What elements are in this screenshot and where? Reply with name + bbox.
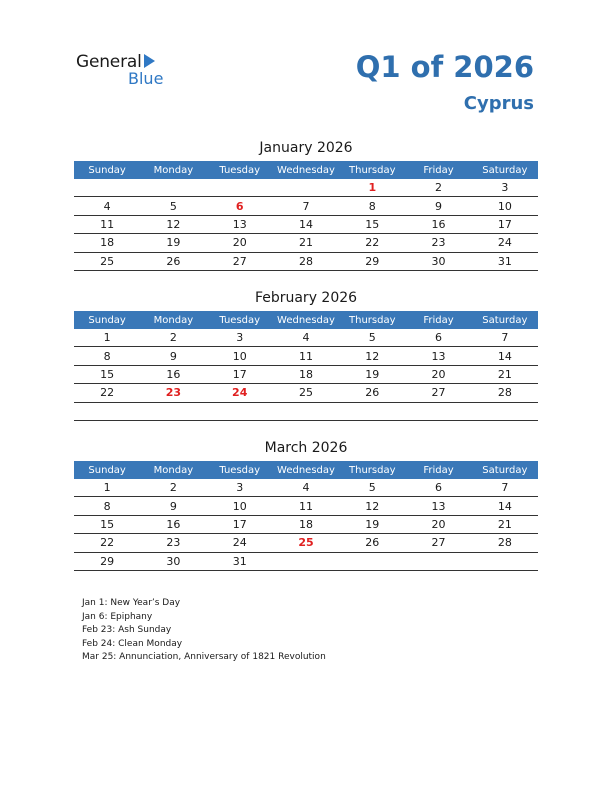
day-cell: 25 bbox=[273, 384, 339, 402]
day-cell: 6 bbox=[207, 197, 273, 215]
day-cell: 10 bbox=[207, 497, 273, 515]
day-cell: 26 bbox=[339, 384, 405, 402]
day-cell bbox=[405, 552, 471, 570]
week-row bbox=[74, 552, 538, 570]
weekday-header: Wednesday bbox=[273, 161, 339, 179]
weekday-header: Friday bbox=[405, 311, 471, 329]
day-cell: 18 bbox=[74, 234, 140, 252]
day-cell: 9 bbox=[140, 497, 206, 515]
logo-triangle-icon bbox=[144, 54, 155, 68]
day-cell bbox=[140, 402, 206, 420]
day-cell: 31 bbox=[207, 552, 273, 570]
month-grid bbox=[74, 461, 538, 571]
day-cell: 4 bbox=[273, 329, 339, 347]
week-row bbox=[74, 365, 538, 383]
day-cell: 18 bbox=[273, 515, 339, 533]
weekday-header: Thursday bbox=[339, 161, 405, 179]
day-cell: 20 bbox=[405, 515, 471, 533]
day-cell bbox=[339, 402, 405, 420]
day-cell bbox=[405, 402, 471, 420]
day-cell: 1 bbox=[74, 479, 140, 497]
holiday-note: Feb 24: Clean Monday bbox=[82, 638, 183, 649]
day-cell: 18 bbox=[273, 365, 339, 383]
day-cell: 4 bbox=[273, 479, 339, 497]
day-cell bbox=[472, 552, 538, 570]
week-row bbox=[74, 215, 538, 233]
month-title: March 2026 bbox=[264, 440, 348, 456]
month-calendar bbox=[74, 288, 538, 421]
day-cell: 7 bbox=[472, 329, 538, 347]
generalblue-logo bbox=[76, 52, 186, 92]
day-cell bbox=[339, 552, 405, 570]
day-cell: 1 bbox=[74, 329, 140, 347]
day-cell: 7 bbox=[472, 479, 538, 497]
day-cell: 12 bbox=[339, 497, 405, 515]
day-cell: 6 bbox=[405, 329, 471, 347]
day-cell: 17 bbox=[207, 365, 273, 383]
weekday-header: Tuesday bbox=[207, 461, 273, 479]
day-cell: 19 bbox=[339, 365, 405, 383]
day-cell: 26 bbox=[140, 252, 206, 270]
day-cell: 13 bbox=[405, 497, 471, 515]
page-title: Q1 of 2026 bbox=[355, 50, 534, 84]
day-cell: 10 bbox=[472, 197, 538, 215]
day-cell: 28 bbox=[273, 252, 339, 270]
day-cell: 27 bbox=[207, 252, 273, 270]
weekday-header: Saturday bbox=[472, 161, 538, 179]
week-row bbox=[74, 234, 538, 252]
week-row bbox=[74, 497, 538, 515]
day-cell: 30 bbox=[140, 552, 206, 570]
logo-text-blue: Blue bbox=[128, 69, 164, 88]
day-cell: 7 bbox=[273, 197, 339, 215]
weekday-header: Tuesday bbox=[207, 161, 273, 179]
day-cell: 22 bbox=[74, 534, 140, 552]
day-cell: 14 bbox=[273, 215, 339, 233]
day-cell: 25 bbox=[74, 252, 140, 270]
day-cell: 12 bbox=[339, 347, 405, 365]
day-cell bbox=[273, 179, 339, 197]
country-name: Cyprus bbox=[463, 93, 534, 114]
day-cell: 24 bbox=[207, 384, 273, 402]
day-cell: 27 bbox=[405, 384, 471, 402]
week-row bbox=[74, 515, 538, 533]
day-cell: 15 bbox=[339, 215, 405, 233]
weekday-header: Wednesday bbox=[273, 461, 339, 479]
day-cell: 3 bbox=[207, 329, 273, 347]
day-cell: 16 bbox=[140, 365, 206, 383]
weekday-header: Sunday bbox=[74, 461, 140, 479]
day-cell: 29 bbox=[339, 252, 405, 270]
day-cell: 26 bbox=[339, 534, 405, 552]
day-cell: 21 bbox=[472, 365, 538, 383]
day-cell: 2 bbox=[140, 479, 206, 497]
day-cell: 13 bbox=[405, 347, 471, 365]
day-cell: 16 bbox=[140, 515, 206, 533]
day-cell: 21 bbox=[273, 234, 339, 252]
day-cell: 30 bbox=[405, 252, 471, 270]
day-cell: 17 bbox=[207, 515, 273, 533]
day-cell: 1 bbox=[339, 179, 405, 197]
weekday-header: Friday bbox=[405, 161, 471, 179]
weekday-header: Saturday bbox=[472, 461, 538, 479]
holiday-note: Jan 6: Epiphany bbox=[82, 611, 153, 622]
day-cell bbox=[472, 402, 538, 420]
month-title: February 2026 bbox=[254, 290, 358, 306]
weekday-header: Saturday bbox=[472, 311, 538, 329]
day-cell: 11 bbox=[273, 497, 339, 515]
week-row bbox=[74, 534, 538, 552]
holiday-note: Mar 25: Annunciation, Anniversary of 1821 Revolution bbox=[82, 652, 326, 662]
day-cell: 23 bbox=[405, 234, 471, 252]
day-cell: 11 bbox=[74, 215, 140, 233]
day-cell: 29 bbox=[74, 552, 140, 570]
week-row bbox=[74, 329, 538, 347]
month-grid bbox=[74, 161, 538, 271]
weekday-header: Thursday bbox=[339, 311, 405, 329]
day-cell: 15 bbox=[74, 365, 140, 383]
day-cell: 13 bbox=[207, 215, 273, 233]
day-cell: 14 bbox=[472, 347, 538, 365]
week-row bbox=[74, 197, 538, 215]
day-cell: 3 bbox=[472, 179, 538, 197]
day-cell: 24 bbox=[207, 534, 273, 552]
weekday-header: Monday bbox=[140, 461, 206, 479]
day-cell: 23 bbox=[140, 534, 206, 552]
day-cell bbox=[74, 179, 140, 197]
day-cell: 19 bbox=[140, 234, 206, 252]
day-cell: 8 bbox=[339, 197, 405, 215]
week-row bbox=[74, 384, 538, 402]
day-cell: 2 bbox=[405, 179, 471, 197]
month-calendar bbox=[74, 138, 538, 271]
day-cell bbox=[74, 402, 140, 420]
day-cell bbox=[273, 552, 339, 570]
logo-text-general: General bbox=[76, 52, 142, 72]
week-row bbox=[74, 347, 538, 365]
weekday-header: Tuesday bbox=[207, 311, 273, 329]
day-cell: 31 bbox=[472, 252, 538, 270]
day-cell: 5 bbox=[339, 329, 405, 347]
day-cell: 15 bbox=[74, 515, 140, 533]
day-cell: 5 bbox=[140, 197, 206, 215]
day-cell: 11 bbox=[273, 347, 339, 365]
day-cell: 2 bbox=[140, 329, 206, 347]
day-cell bbox=[207, 402, 273, 420]
day-cell: 22 bbox=[74, 384, 140, 402]
day-cell: 6 bbox=[405, 479, 471, 497]
holiday-note: Jan 1: New Year’s Day bbox=[82, 598, 181, 608]
day-cell: 8 bbox=[74, 347, 140, 365]
day-cell: 28 bbox=[472, 534, 538, 552]
day-cell: 25 bbox=[273, 534, 339, 552]
month-title: January 2026 bbox=[259, 140, 353, 156]
weekday-header: Monday bbox=[140, 161, 206, 179]
day-cell: 9 bbox=[405, 197, 471, 215]
day-cell: 14 bbox=[472, 497, 538, 515]
day-cell: 21 bbox=[472, 515, 538, 533]
day-cell bbox=[273, 402, 339, 420]
day-cell: 19 bbox=[339, 515, 405, 533]
month-grid bbox=[74, 311, 538, 421]
day-cell: 5 bbox=[339, 479, 405, 497]
day-cell: 22 bbox=[339, 234, 405, 252]
day-cell: 10 bbox=[207, 347, 273, 365]
holiday-notes bbox=[82, 597, 326, 665]
day-cell: 24 bbox=[472, 234, 538, 252]
week-row bbox=[74, 179, 538, 197]
day-cell bbox=[207, 179, 273, 197]
weekday-header: Wednesday bbox=[273, 311, 339, 329]
week-row bbox=[74, 252, 538, 270]
day-cell: 17 bbox=[472, 215, 538, 233]
weekday-header: Sunday bbox=[74, 311, 140, 329]
month-calendar bbox=[74, 438, 538, 571]
day-cell: 20 bbox=[405, 365, 471, 383]
weekday-header: Monday bbox=[140, 311, 206, 329]
weekday-header: Thursday bbox=[339, 461, 405, 479]
day-cell: 4 bbox=[74, 197, 140, 215]
day-cell: 8 bbox=[74, 497, 140, 515]
day-cell bbox=[140, 179, 206, 197]
day-cell: 20 bbox=[207, 234, 273, 252]
day-cell: 16 bbox=[405, 215, 471, 233]
day-cell: 12 bbox=[140, 215, 206, 233]
day-cell: 3 bbox=[207, 479, 273, 497]
week-row bbox=[74, 479, 538, 497]
weekday-header: Friday bbox=[405, 461, 471, 479]
week-row bbox=[74, 402, 538, 420]
day-cell: 9 bbox=[140, 347, 206, 365]
day-cell: 23 bbox=[140, 384, 206, 402]
day-cell: 27 bbox=[405, 534, 471, 552]
weekday-header: Sunday bbox=[74, 161, 140, 179]
holiday-note: Feb 23: Ash Sunday bbox=[82, 625, 172, 635]
day-cell: 28 bbox=[472, 384, 538, 402]
